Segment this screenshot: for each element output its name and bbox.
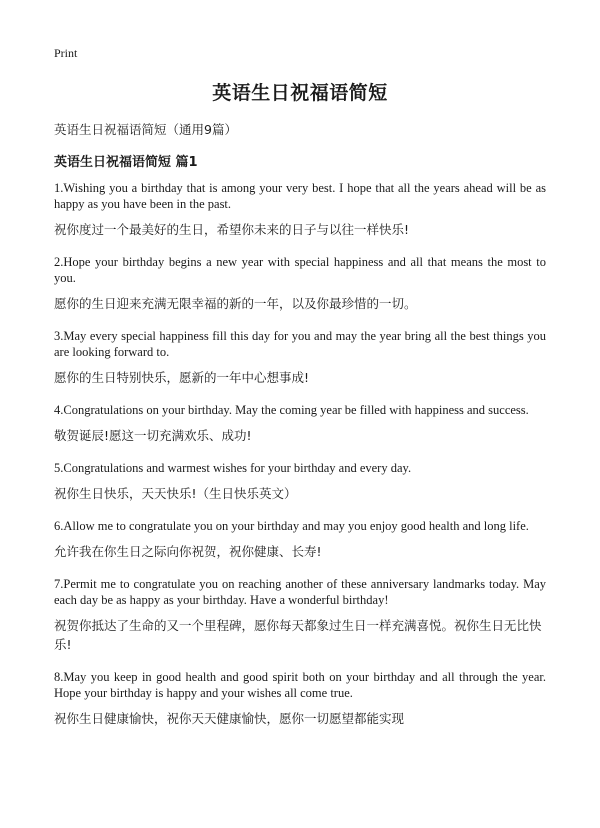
wish-chinese: 祝你度过一个最美好的生日，希望你未来的日子与以往一样快乐! [54,222,410,237]
wish-english: 7.Permit me to congratulate you on reaching another of these anniversary landmarks today. May each day be as happy as your birthday. Have a wonderful birthday! [54,577,546,607]
wish-entry-7 [54,576,546,654]
wish-chinese: 敬贺诞辰!愿这一切充满欢乐、成功! [54,428,252,443]
document-subtitle: 英语生日祝福语简短（通用9篇） [54,122,237,137]
wish-entry-5 [54,460,546,503]
wish-entry-2 [54,254,546,313]
wish-english: 2.Hope your birthday begins a new year with special happiness and all that means the most to you. [54,255,546,285]
wish-english: 6.Allow me to congratulate you on your birthday and may you enjoy good health and long life. [54,519,529,533]
wish-chinese: 祝你生日健康愉快，祝你天天健康愉快，愿你一切愿望都能实现 [54,711,405,726]
wish-chinese: 祝贺你抵达了生命的又一个里程碑，愿你每天都象过生日一样充满喜悦。祝你生日无比快乐! [54,618,542,652]
wish-english: 4.Congratulations on your birthday. May the coming year be filled with happiness and success. [54,403,529,417]
wish-entry-4 [54,402,546,445]
wish-entry-3 [54,328,546,387]
wish-entry-1 [54,180,546,239]
wish-chinese: 愿你的生日特别快乐，愿新的一年中心想事成! [54,370,310,385]
wish-entry-6 [54,518,546,561]
print-label: Print [54,46,78,60]
wish-english: 1.Wishing you a birthday that is among your very best. I hope that all the years ahead will be as happy as you have been in the past. [54,181,546,211]
wish-chinese: 允许我在你生日之际向你祝贺，祝你健康、长寿! [54,544,322,559]
page-title: 英语生日祝福语简短 [212,82,388,104]
wish-entry-8 [54,669,546,728]
wish-list [54,180,546,743]
wish-chinese: 祝你生日快乐，天天快乐!（生日快乐英文） [54,486,297,501]
wish-english: 5.Congratulations and warmest wishes for your birthday and every day. [54,461,412,475]
wish-chinese: 愿你的生日迎来充满无限幸福的新的一年，以及你最珍惜的一切。 [54,296,417,311]
section-heading: 英语生日祝福语简短 篇1 [54,155,198,170]
wish-english: 3.May every special happiness fill this day for you and may the year bring all the best things you are looking forward to. [54,329,546,359]
wish-english: 8.May you keep in good health and good spirit both on your birthday and all through the year. Hope your birthday is happy and your wishes all come true. [54,670,546,700]
